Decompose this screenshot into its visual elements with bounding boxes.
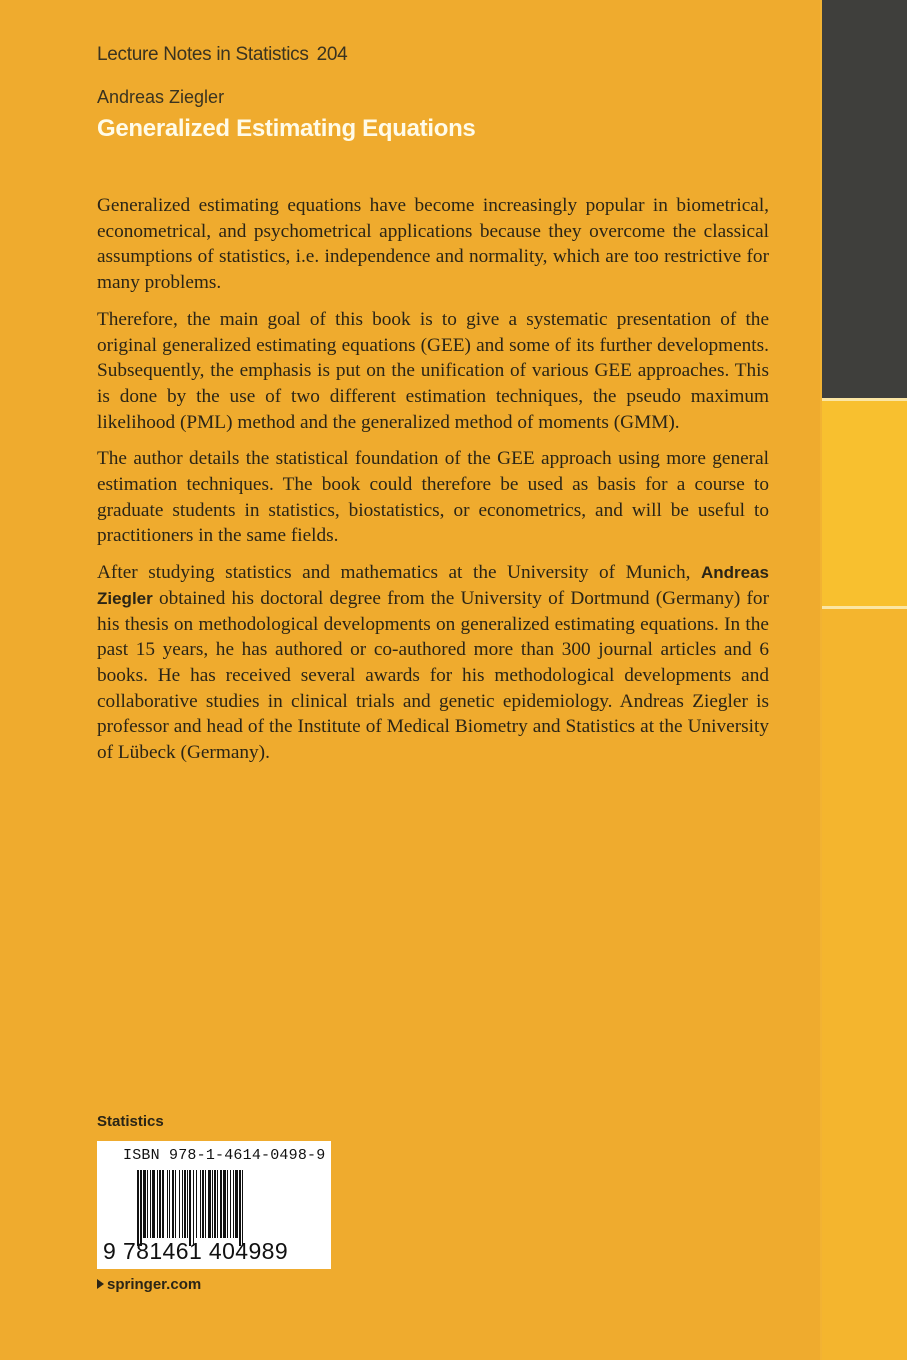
- barcode-bar: [242, 1170, 243, 1246]
- blurb-text: [97, 193, 769, 777]
- barcode-bar: [233, 1170, 234, 1238]
- barcode-bar: [137, 1170, 139, 1246]
- spine-gold-band-lower: [822, 608, 907, 1360]
- barcode-bar: [196, 1170, 197, 1238]
- barcode-bar: [172, 1170, 174, 1238]
- barcode-bar: [159, 1170, 161, 1238]
- barcode-bar: [202, 1170, 204, 1238]
- series-name: Lecture Notes in Statistics: [97, 44, 309, 65]
- barcode-bar: [184, 1170, 186, 1238]
- barcode-bar: [200, 1170, 201, 1238]
- ean-digits: 9 781461 404989: [103, 1238, 289, 1264]
- barcode-bar: [143, 1170, 146, 1238]
- bio-author-name: Andreas Ziegler: [97, 563, 769, 608]
- author-bio: [97, 560, 769, 766]
- spine-gold-band: [822, 400, 907, 608]
- barcode-bar: [189, 1170, 191, 1246]
- subject-category: Statistics: [97, 1113, 164, 1130]
- barcode-bar: [214, 1170, 216, 1238]
- barcode-bar: [239, 1170, 241, 1246]
- spine-dark-band: [822, 0, 907, 400]
- website-label: springer.com: [107, 1276, 202, 1293]
- spine-separator: [822, 398, 907, 401]
- book-title: Generalized Estimating Equations: [97, 115, 476, 142]
- barcode-bar: [212, 1170, 213, 1238]
- bio-lead: After studying statistics and mathematics at the University of Munich,: [97, 562, 691, 584]
- barcode-bar: [167, 1170, 168, 1238]
- barcode: [97, 1141, 331, 1269]
- barcode-bar: [230, 1170, 231, 1238]
- barcode-bar: [169, 1170, 170, 1238]
- series-line: [97, 44, 347, 66]
- blurb-paragraph: The author details the statistical foundation of the GEE approach using more general estimation techniques. The book could therefore be used as basis for a course to graduate students in statistics, biostatistics, or econometrics, and will be useful to practitioners in the same fields.: [97, 448, 769, 547]
- barcode-bar: [182, 1170, 183, 1238]
- barcode-bar: [147, 1170, 148, 1238]
- barcode-bar: [220, 1170, 222, 1238]
- blurb-paragraph: Generalized estimating equations have become increasingly popular in biometrical, econometrical, and psychometrical applications because they overcome the classical assumptions of statistics, i.e. independence and normality, which are too restrictive for many problems.: [97, 195, 769, 294]
- barcode-bar: [140, 1170, 142, 1246]
- barcode-bar: [187, 1170, 188, 1238]
- website-link[interactable]: [97, 1276, 201, 1293]
- barcode-bar: [208, 1170, 211, 1238]
- author-name: Andreas Ziegler: [97, 87, 225, 107]
- barcode-bar: [150, 1170, 151, 1238]
- barcode-bar: [217, 1170, 218, 1238]
- barcode-bar: [205, 1170, 206, 1238]
- isbn-label: ISBN 978-1-4614-0498-9: [123, 1147, 326, 1164]
- barcode-bar: [227, 1170, 228, 1238]
- spine-separator: [822, 606, 907, 609]
- barcode-bar: [157, 1170, 158, 1238]
- barcode-bar: [179, 1170, 180, 1238]
- bio-rest: obtained his doctoral degree from the University of Dortmund (Germany) for his thesis on methodological developments on generalized estimating equations. In the past 15 years, he has authored or co-authored more than 300 journal articles and 6 books. He has received several awards for his methodological developments and collaborative studies in clinical trials and genetic epidemiology. Andreas Ziegler is professor and head of the Institute of Medical Biometry and Statistics at the University of Lübeck (Germany).: [97, 587, 769, 764]
- barcode-bar: [223, 1170, 226, 1238]
- triangle-arrow-icon: [97, 1279, 104, 1289]
- barcode-bar: [162, 1170, 164, 1238]
- barcode-bar: [193, 1170, 194, 1246]
- series-number: 204: [316, 44, 348, 65]
- blurb-paragraph: Therefore, the main goal of this book is to give a systematic presentation of the original generalized estimating equations (GEE) and some of its further developments. Subsequently, the emphasis is put on the unification of various GEE approaches. This is done by the use of two different estimation techniques, the pseudo maximum likelihood (PML) method and the generalized method of moments (GMM).: [97, 308, 769, 433]
- barcode-bar: [152, 1170, 155, 1238]
- barcode-bar: [235, 1170, 238, 1238]
- barcode-bar: [175, 1170, 176, 1238]
